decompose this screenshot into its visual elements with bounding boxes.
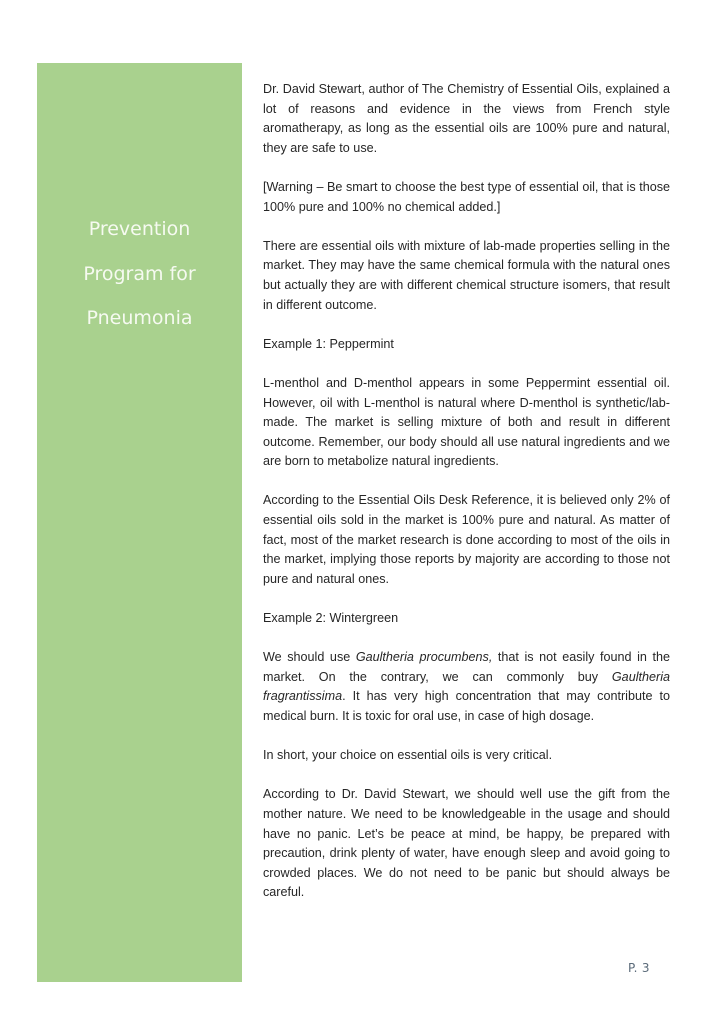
paragraph-intro: Dr. David Stewart, author of The Chemistry of Essential Oils, explained a lot of reasons and evidence in the views from French style aromatherapy, as long as the essential oils are 100% pure and natural, they are safe to use. <box>263 82 670 155</box>
paragraph-peppermint: L-menthol and D-menthol appears in some Peppermint essential oil. However, oil with L-menthol is natural where D-menthol is synthetic/lab-made. The market is selling mixture of both and result in different outcome. Remember, our body should all use natural ingredients and we are born to metabolize natural ingredients. <box>263 375 670 469</box>
title-line-3: Pneumonia <box>86 307 193 329</box>
paragraph-desk-reference: According to the Essential Oils Desk Reference, it is believed only 2% of essential oils sold in the market is 100% pure and natural. As matter of fact, most of the market research is done according to most of the oils in the market, implying those reports by majority are according to those not pure and natural ones. <box>263 493 670 586</box>
example-1-heading: Example 1: Peppermint <box>263 336 394 351</box>
title-sidebar <box>37 63 242 982</box>
wintergreen-text-3: . It has very high concentration that may contribute to medical burn. It is toxic for oral use, in case of high dosage. <box>263 689 670 723</box>
document-title <box>37 207 242 341</box>
paragraph-wintergreen <box>263 648 670 726</box>
title-line-2: Program for <box>83 262 196 285</box>
species-name-procumbens: Gaultheria procumbens, <box>355 650 493 665</box>
body-content <box>263 80 670 923</box>
title-line-1: Prevention <box>88 218 191 240</box>
paragraph-conclusion: According to Dr. David Stewart, we should well use the gift from the mother nature. We need to be knowledgeable in the usage and should have no panic. Let’s be peace at mind, be happy, be prepared with precaution, drink plenty of water, have enough sleep and avoid going to crowded places. We do not need to be panic but should always be careful. <box>263 787 670 900</box>
species-name-fragrantissima: Gaultheria fragrantissima <box>263 669 670 704</box>
wintergreen-text-2: that is not easily found in the market. On the contrary, we can commonly buy <box>263 650 671 684</box>
wintergreen-text-1: We should use <box>263 650 356 665</box>
paragraph-warning: [Warning – Be smart to choose the best type of essential oil, that is those 100% pure and 100% no chemical added.] <box>263 179 670 214</box>
paragraph-lab-made-oils: There are essential oils with mixture of lab-made properties selling in the market. They may have the same chemical formula with the natural ones but actually they are with different chemical structure isomers, that result in different outcome. <box>263 238 670 312</box>
paragraph-in-short: In short, your choice on essential oils is very critical. <box>263 748 553 763</box>
example-2-heading: Example 2: Wintergreen <box>263 611 399 626</box>
page-number: P. 3 <box>628 961 650 975</box>
